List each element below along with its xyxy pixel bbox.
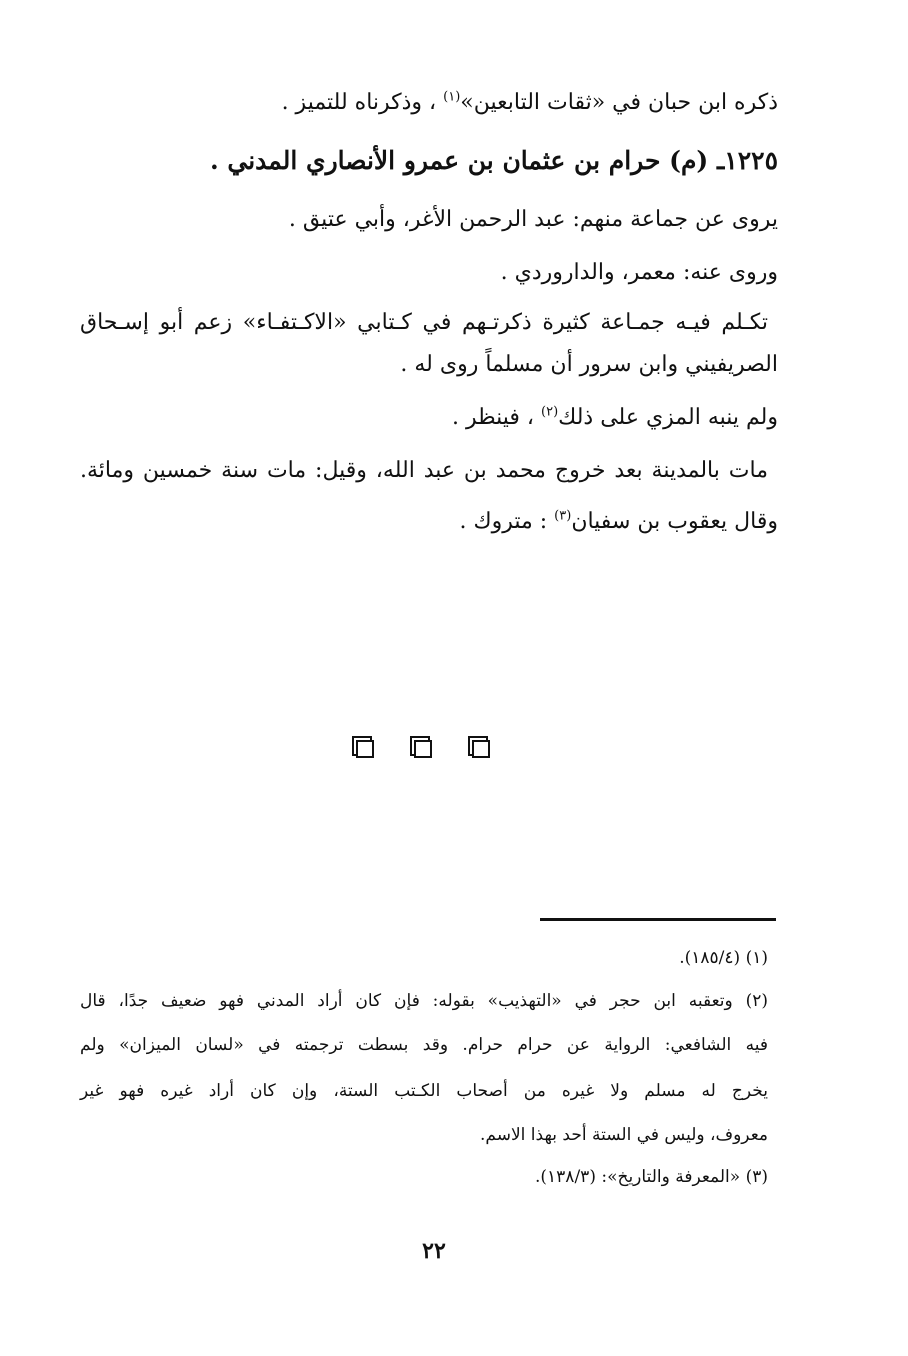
entry-heading: ١٢٢٥ـ (م) حرام بن عثمان بن عمرو الأنصاري المدني .	[209, 146, 778, 175]
text: ، فينظر .	[451, 405, 535, 430]
body-line-4: وروى عنه: معمر، والداروردي .	[500, 260, 778, 285]
square-ornament-icon	[468, 736, 488, 756]
page-number: ٢٢	[422, 1238, 446, 1264]
footnote-2-line-1: (٢) وتعقبه ابن حجر في «التهذيب» بقوله: فإن كان أراد المدني فهو ضعيف جدًا، قال	[80, 991, 768, 1011]
footnote-separator	[540, 918, 776, 921]
footnote-2-line-2: فيه الشافعي: الرواية عن حرام حرام. وقد بسطت ترجمته في «لسان الميزان» ولم	[80, 1035, 768, 1055]
footnote-ref-3[interactable]: (٣)	[554, 508, 572, 524]
footnote-2-line-3: يخرج له مسلم ولا غيره من أصحاب الكـتب الستة، وإن كان أراد غيره فهو غير	[80, 1081, 768, 1101]
footnote-3: (٣) «المعرفة والتاريخ»: (١٣٨/٣).	[535, 1167, 768, 1187]
text: وقال يعقوب بن سفيان	[571, 509, 778, 534]
text: ولم ينبه المزي على ذلك	[558, 405, 778, 430]
footnote-1: (١) (١٨٥/٤).	[679, 948, 768, 968]
section-divider	[352, 736, 502, 766]
footnote-ref-1[interactable]: (١)	[443, 89, 461, 105]
body-line-1	[282, 88, 778, 118]
body-line-6: الصريفيني وابن سرور أن مسلماً روى له .	[400, 352, 778, 377]
footnote-2-line-4: معروف، وليس في الستة أحد بهذا الاسم.	[480, 1125, 768, 1145]
body-line-3: يروى عن جماعة منهم: عبد الرحمن الأغر، وأبي عتيق .	[288, 207, 778, 232]
text: : متروك .	[459, 509, 548, 534]
body-line-5: تكـلم فيـه جمـاعة كثيرة ذكرتـهم في كـتابي «الاكـتفـاء» زعم أبو إسـحاق	[80, 310, 768, 335]
square-ornament-icon	[352, 736, 372, 756]
body-line-8: مات بالمدينة بعد خروج محمد بن عبد الله، وقيل: مات سنة خمسين ومائة.	[80, 458, 768, 483]
square-ornament-icon	[410, 736, 430, 756]
body-line-9	[459, 507, 778, 537]
footnote-ref-2[interactable]: (٢)	[541, 404, 559, 420]
text: ، وذكرناه للتميز .	[281, 90, 437, 115]
text: ذكره ابن حبان في «ثقات التابعين»	[460, 90, 778, 115]
body-line-7	[452, 403, 778, 433]
